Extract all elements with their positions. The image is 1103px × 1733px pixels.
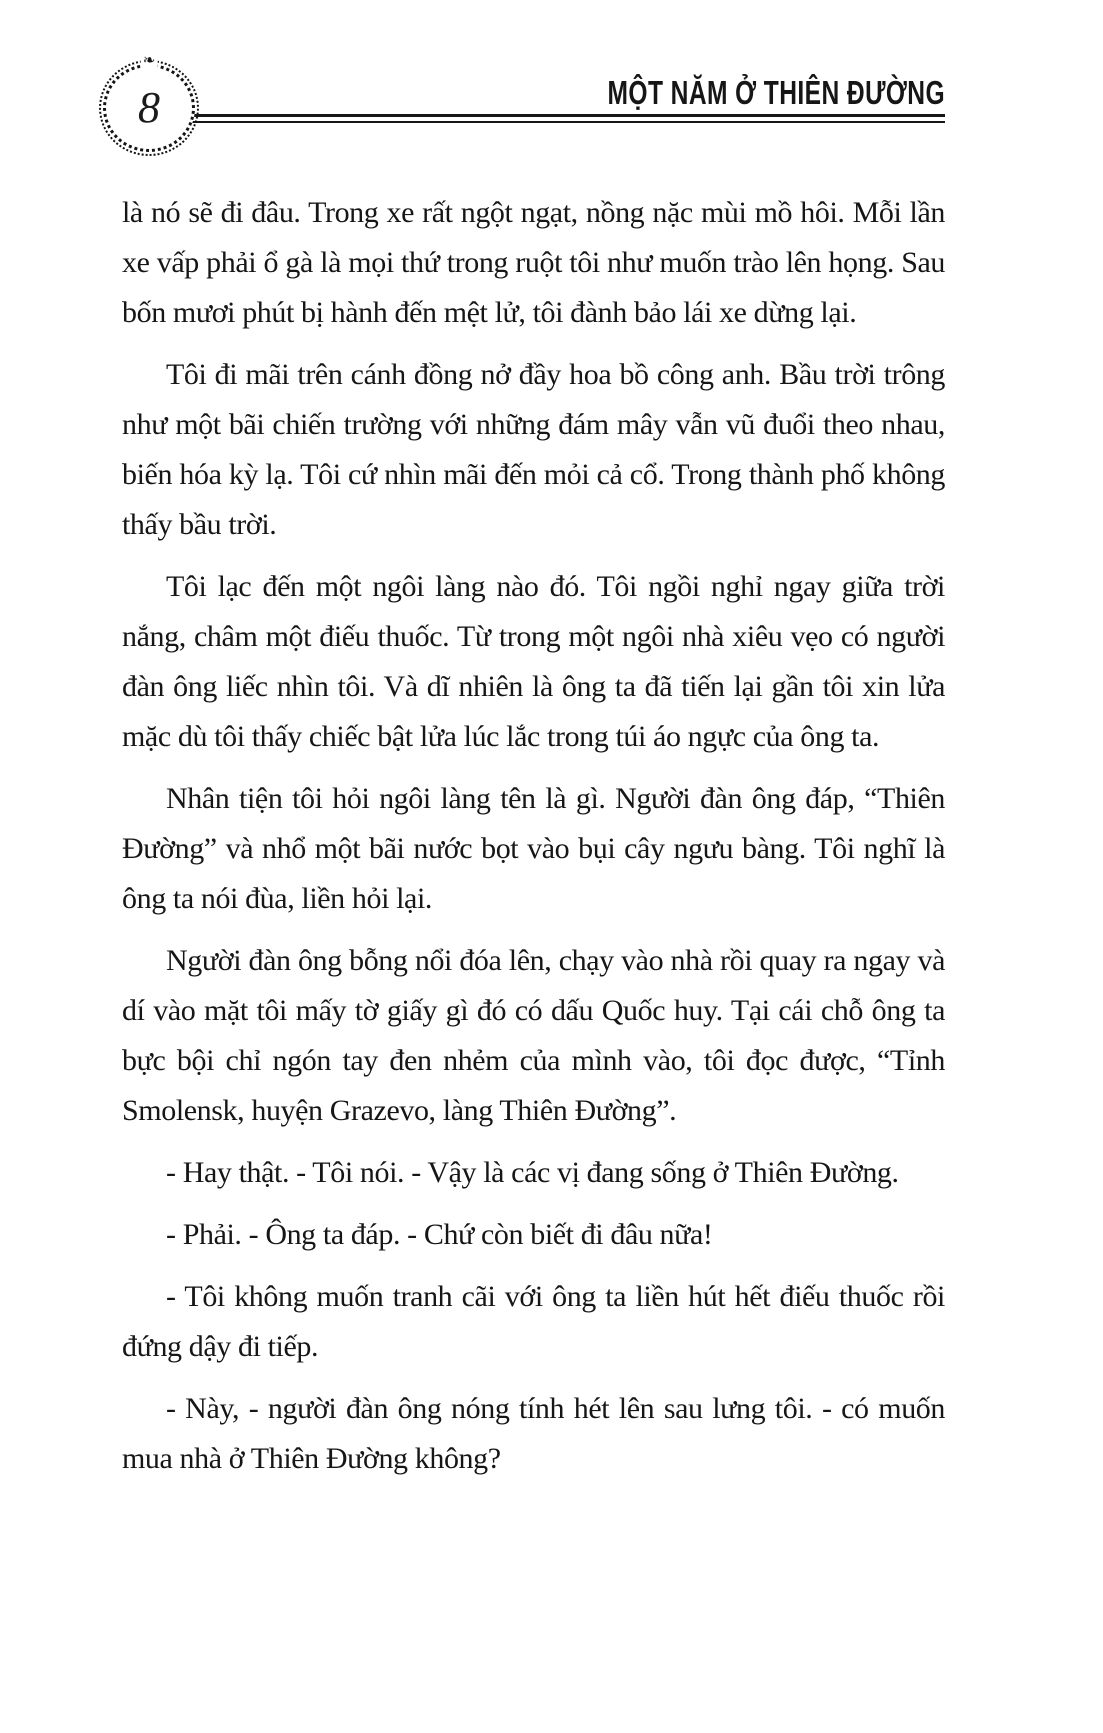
dialogue-line-4: - Này, - người đàn ông nóng tính hét lên sau lưng tôi. - có muốn mua nhà ở Thiên Đường không? xyxy=(122,1392,945,1475)
header-right xyxy=(191,74,945,123)
page-number: 8 xyxy=(138,83,160,132)
running-header-title: MỘT NĂM Ở THIÊN ĐƯỜNG xyxy=(607,74,945,112)
dialogue-line-3: - Tôi không muốn tranh cãi với ông ta liền hút hết điếu thuốc rồi đứng dậy đi tiếp. xyxy=(122,1280,945,1363)
dialogue-line-2: - Phải. - Ông ta đáp. - Chứ còn biết đi đâu nữa! xyxy=(166,1218,713,1251)
paragraph-5: Người đàn ông bỗng nổi đóa lên, chạy vào nhà rồi quay ra ngay và dí vào mặt tôi mấy tờ giấy gì đó có dấu Quốc huy. Tại cái chỗ ông ta bực bội chỉ ngón tay đen nhẻm của mình vào, tôi đọc được, “Tỉnh Smolensk, huyện Grazevo, làng Thiên Đường”. xyxy=(122,944,945,1127)
paragraph-3: Tôi lạc đến một ngôi làng nào đó. Tôi ngồi nghỉ ngay giữa trời nắng, châm một điếu thuốc. Từ trong một ngôi nhà xiêu vẹo có người đàn ông liếc nhìn tôi. Và dĩ nhiên là ông ta đã tiến lại gần tôi xin lửa mặc dù tôi thấy chiếc bật lửa lúc lắc trong túi áo ngực của ông ta. xyxy=(122,570,945,753)
header-double-rule xyxy=(191,114,945,123)
page-header xyxy=(103,64,945,166)
body-text xyxy=(122,188,945,1484)
paragraph-4: Nhân tiện tôi hỏi ngôi làng tên là gì. Người đàn ông đáp, “Thiên Đường” và nhổ một bãi nước bọt vào bụi cây ngưu bàng. Tôi nghĩ là ông ta nói đùa, liền hỏi lại. xyxy=(122,782,945,915)
dialogue-line-1: - Hay thật. - Tôi nói. - Vậy là các vị đang sống ở Thiên Đường. xyxy=(166,1156,899,1189)
page-number-ornament xyxy=(103,64,195,152)
paragraph-1: là nó sẽ đi đâu. Trong xe rất ngột ngạt, nồng nặc mùi mồ hôi. Mỗi lần xe vấp phải ổ gà là mọi thứ trong ruột tôi như muốn trào lên họng. Sau bốn mươi phút bị hành đến mệt lử, tôi đành bảo lái xe dừng lại. xyxy=(122,196,945,329)
paragraph-2: Tôi đi mãi trên cánh đồng nở đầy hoa bồ công anh. Bầu trời trông như một bãi chiến trường với những đám mây vẫn vũ đuổi theo nhau, biến hóa kỳ lạ. Tôi cứ nhìn mãi đến mỏi cả cổ. Trong thành phố không thấy bầu trời. xyxy=(122,358,945,541)
